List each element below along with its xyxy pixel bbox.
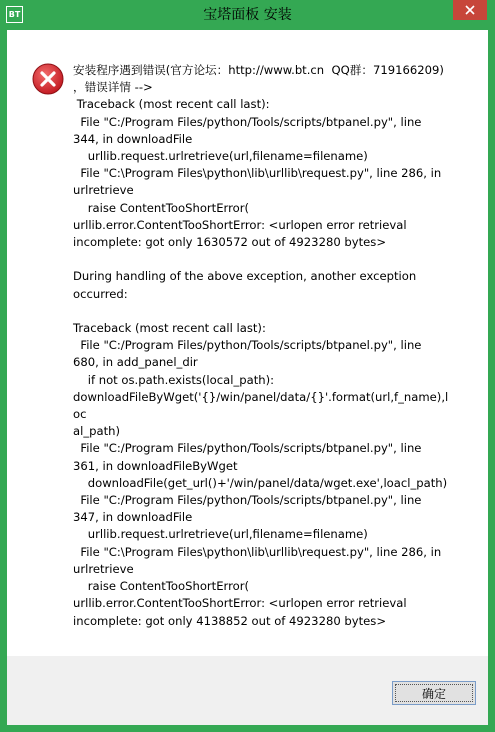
close-icon xyxy=(465,5,475,15)
window-title: 宝塔面板 安装 xyxy=(203,7,292,23)
close-button[interactable] xyxy=(453,0,487,20)
error-icon xyxy=(32,63,64,95)
ok-button-label: 确定 xyxy=(421,686,446,701)
title-bar[interactable] xyxy=(0,0,495,30)
bt-app-icon: BT xyxy=(6,6,23,23)
message-area xyxy=(7,30,488,656)
error-message: 安装程序遇到错误(官方论坛：http://www.bt.cn QQ群：719166209) ，错误详情 --> Traceback (most recent call last): File "C:/Program Files/python/Tools/scripts/btpanel.py", line 344, in downloadFile urllib.request.urlretrieve(url,filename=filename) File "C:\Program Files\python\lib\urllib\request.py", line 286, in urlretrieve raise ContentTooShortError( urllib.error.ContentTooShortError: <urlopen error retrieval incomplete: got only 1630572 out of 4923280 bytes> During handling of the above exception, another exception occurred: Traceback (most recent call last): File "C:/Program Files/python/Tools/scripts/btpanel.py", line 680, in add_panel_dir if not os.path.exists(local_path): downloadFileByWget('{}/win/panel/data/{}'.format(url,f_name),loc al_path) File "C:/Program Files/python/Tools/scripts/btpanel.py", line 361, in downloadFileByWget downloadFile(get_url()+'/win/panel/data/wget.exe',loacl_path) File "C:/Program Files/python/Tools/scripts/btpanel.py", line 347, in downloadFile urllib.request.urlretrieve(url,filename=filename) File "C:\Program Files\python\lib\urllib\request.py", line 286, in urlretrieve raise ContentTooShortError( urllib.error.ContentTooShortError: <urlopen error retrieval incomplete: got only 4138852 out of 4923280 bytes> xyxy=(73,63,449,628)
button-bar xyxy=(7,656,488,725)
ok-button[interactable] xyxy=(392,681,476,705)
